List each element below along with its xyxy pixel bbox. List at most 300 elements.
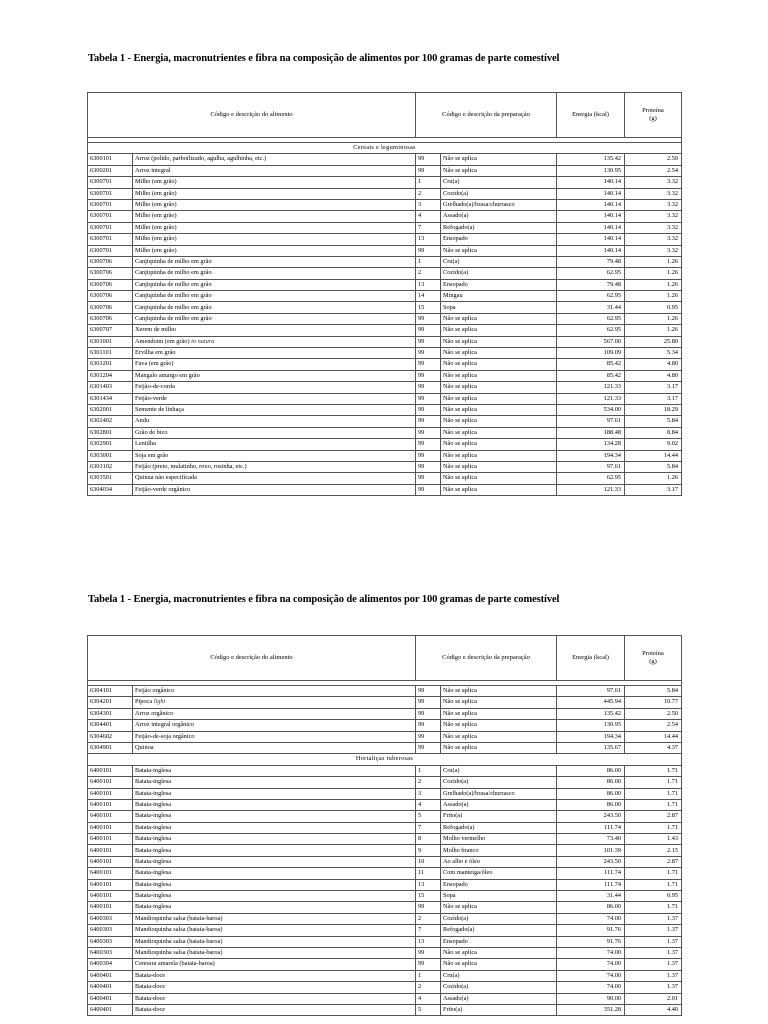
food-name-cell: Quinoa [133,742,416,753]
prep-code-cell: 99 [416,742,441,753]
food-name-cell: Milho (em grão) [133,188,416,199]
protein-cell: 10.77 [625,697,682,708]
food-code-cell: 6400101 [88,868,133,879]
prep-code-cell: 3 [416,199,441,210]
protein-cell: 1.26 [625,256,682,267]
nutrition-table-2 [87,635,682,1016]
protein-cell: 1.71 [625,902,682,913]
table-row [88,313,682,324]
food-name-cell: Batata-inglesa [133,765,416,776]
protein-cell: 2.87 [625,811,682,822]
table-row [88,450,682,461]
energy-cell: 86.00 [557,777,625,788]
food-code-cell: 6300701 [88,222,133,233]
protein-cell: 3.17 [625,484,682,495]
prep-name-cell: Sopa [441,891,557,902]
protein-cell: 1.37 [625,947,682,958]
protein-cell: 2.50 [625,154,682,165]
table-row [88,461,682,472]
header-energy: Energia (kcal) [557,93,625,138]
food-code-cell: 6400101 [88,834,133,845]
prep-code-cell: 99 [416,439,441,450]
prep-name-cell: Ensopado [441,936,557,947]
prep-code-cell: 1 [416,256,441,267]
prep-name-cell: Não se aplica [441,325,557,336]
protein-cell: 1.26 [625,325,682,336]
food-name-cell: Semente de linhaça [133,404,416,415]
energy-cell: 194.34 [557,731,625,742]
food-code-cell: 6302801 [88,427,133,438]
prep-code-cell: 1 [416,970,441,981]
protein-cell: 2.54 [625,720,682,731]
energy-cell: 130.95 [557,165,625,176]
food-name-cell: Batata-inglesa [133,868,416,879]
prep-code-cell: 99 [416,313,441,324]
food-code-cell: 6301101 [88,348,133,359]
energy-cell: 135.42 [557,708,625,719]
prep-name-cell: Ensopado [441,279,557,290]
food-name-cell: Xerem de milho [133,325,416,336]
energy-cell: 130.95 [557,720,625,731]
table-row [88,720,682,731]
food-code-cell: 6300701 [88,199,133,210]
food-name-cell: Canjiquinha de milho em grão [133,302,416,313]
prep-code-cell: 99 [416,325,441,336]
energy-cell: 188.48 [557,427,625,438]
prep-code-cell: 1 [416,765,441,776]
table-row [88,993,682,1004]
protein-cell: 2.54 [625,165,682,176]
protein-cell: 25.80 [625,336,682,347]
section-row [88,143,682,154]
prep-name-cell: Não se aplica [441,484,557,495]
energy-cell: 91.76 [557,925,625,936]
prep-code-cell: 99 [416,370,441,381]
header-protein-name: Proteína [642,649,664,657]
food-name-cell: Batata-doce [133,1004,416,1015]
table-row [88,382,682,393]
energy-cell: 85.42 [557,359,625,370]
food-code-cell: 6400101 [88,777,133,788]
prep-name-cell: Ensopado [441,234,557,245]
food-code-cell: 6301204 [88,370,133,381]
food-code-cell: 6400101 [88,856,133,867]
prep-name-cell: Não se aplica [441,245,557,256]
table-row [88,879,682,890]
energy-cell: 97.61 [557,686,625,697]
prep-name-cell: Não se aplica [441,720,557,731]
section-title: Cereais e leguminosas [88,143,682,154]
table-row [88,697,682,708]
energy-cell: 74.00 [557,982,625,993]
table-row [88,731,682,742]
energy-cell: 194.34 [557,450,625,461]
prep-name-cell: Refogado(a) [441,822,557,833]
table-row [88,268,682,279]
prep-code-cell: 2 [416,188,441,199]
energy-cell: 62.95 [557,291,625,302]
header-food: Código e descrição do alimento [88,636,416,681]
food-code-cell: 6400401 [88,970,133,981]
food-name-cell: Batata-inglesa [133,799,416,810]
food-name-cell: Feijão-verde [133,393,416,404]
prep-name-cell: Assado(a) [441,993,557,1004]
prep-code-cell: 99 [416,450,441,461]
food-name-cell: Canjiquinha de milho em grão [133,256,416,267]
prep-name-cell: Molho vermelho [441,834,557,845]
prep-name-cell: Não se aplica [441,348,557,359]
protein-cell: 3.32 [625,222,682,233]
food-name-cell: Batata-inglesa [133,777,416,788]
food-code-cell: 6300706 [88,313,133,324]
protein-cell: 5.84 [625,686,682,697]
prep-name-cell: Não se aplica [441,427,557,438]
food-name-text: Pipoca [135,698,153,706]
protein-cell: 5.34 [625,348,682,359]
prep-name-cell: Não se aplica [441,370,557,381]
protein-cell: 1.26 [625,268,682,279]
section-title: Hortaliças tuberosas [88,754,682,765]
prep-name-cell: Cozido(a) [441,268,557,279]
food-name-cell: Mandioquinha salsa (batata-baroa) [133,936,416,947]
protein-cell: 1.37 [625,913,682,924]
food-name-cell: Mangalo amargo em grão [133,370,416,381]
table-row [88,1004,682,1015]
food-name-cell: Arroz (polido, parboilizado, agulha, agulhinha, etc.) [133,154,416,165]
energy-cell: 140.14 [557,245,625,256]
prep-code-cell: 2 [416,913,441,924]
energy-cell: 62.95 [557,268,625,279]
food-code-cell: 6300706 [88,302,133,313]
protein-cell: 18.29 [625,404,682,415]
protein-cell: 1.37 [625,970,682,981]
table-row [88,868,682,879]
table-row [88,936,682,947]
energy-cell: 140.14 [557,188,625,199]
energy-cell: 121.33 [557,484,625,495]
table-row [88,348,682,359]
energy-cell: 62.95 [557,313,625,324]
food-name-cell: Feijão orgânico [133,686,416,697]
food-name-cell: Batata-doce [133,982,416,993]
protein-cell: 1.71 [625,822,682,833]
page-title-2: Tabela 1 - Energia, macronutrientes e fibra na composição de alimentos por 100 gramas de parte comestível [88,594,560,605]
prep-code-cell: 99 [416,686,441,697]
food-name-cell: Milho (em grão) [133,234,416,245]
prep-name-cell: Frito(a) [441,1004,557,1015]
prep-code-cell: 2 [416,268,441,279]
energy-cell: 73.40 [557,834,625,845]
food-name-cell: Batata-inglesa [133,845,416,856]
table-row [88,188,682,199]
prep-code-cell: 99 [416,902,441,913]
food-code-cell: 6300701 [88,234,133,245]
prep-name-cell: Não se aplica [441,742,557,753]
food-code-cell: 6300701 [88,211,133,222]
header-food: Código e descrição do alimento [88,93,416,138]
prep-code-cell: 8 [416,834,441,845]
prep-code-cell: 5 [416,811,441,822]
prep-name-cell: Não se aplica [441,473,557,484]
prep-code-cell: 99 [416,959,441,970]
prep-code-cell: 3 [416,788,441,799]
energy-cell: 62.95 [557,325,625,336]
food-name-cell: Andu [133,416,416,427]
food-code-cell: 6302402 [88,416,133,427]
prep-code-cell: 99 [416,461,441,472]
prep-code-cell: 11 [416,868,441,879]
prep-name-cell: Não se aplica [441,450,557,461]
table-row [88,302,682,313]
food-name-cell: Milho (em grão) [133,199,416,210]
table-row [88,970,682,981]
prep-name-cell: Não se aplica [441,165,557,176]
energy-cell: 351.28 [557,1004,625,1015]
table-row [88,245,682,256]
food-code-cell: 6301403 [88,382,133,393]
prep-code-cell: 99 [416,427,441,438]
food-name-cell: Milho (em grão) [133,245,416,256]
protein-cell: 14.44 [625,450,682,461]
prep-name-cell: Cru(a) [441,765,557,776]
prep-code-cell: 99 [416,731,441,742]
header-protein-name: Proteína [642,106,664,114]
table-row [88,359,682,370]
table-row [88,845,682,856]
energy-cell: 79.48 [557,256,625,267]
table-row [88,154,682,165]
prep-name-cell: Frito(a) [441,811,557,822]
prep-code-cell: 99 [416,484,441,495]
protein-cell: 1.26 [625,313,682,324]
prep-code-cell: 99 [416,382,441,393]
table-row [88,834,682,845]
food-name-cell: Feijão (preto, mulatinho, roxo, rosinha, etc.) [133,461,416,472]
food-code-cell: 6400101 [88,891,133,902]
food-code-cell: 6304101 [88,686,133,697]
table-row [88,484,682,495]
food-name-cell: Batata-inglesa [133,902,416,913]
energy-cell: 134.28 [557,439,625,450]
header-protein [625,93,682,138]
prep-code-cell: 99 [416,245,441,256]
table-row [88,765,682,776]
energy-cell: 135.42 [557,154,625,165]
protein-cell: 8.84 [625,427,682,438]
header-preparation: Código e descrição da preparação [416,93,557,138]
table-row [88,959,682,970]
food-name-cell: Batata-inglesa [133,891,416,902]
energy-cell: 140.14 [557,199,625,210]
energy-cell: 121.33 [557,393,625,404]
food-name-cell: Feijão-verde orgânico [133,484,416,495]
food-code-cell: 6302901 [88,439,133,450]
energy-cell: 534.00 [557,404,625,415]
food-code-cell: 6400303 [88,925,133,936]
food-code-cell: 6400303 [88,936,133,947]
protein-cell: 4.80 [625,359,682,370]
prep-name-cell: Não se aplica [441,336,557,347]
header-protein [625,636,682,681]
energy-cell: 140.14 [557,234,625,245]
food-name-cell [133,336,416,347]
energy-cell: 135.67 [557,742,625,753]
food-code-cell: 6302001 [88,404,133,415]
prep-name-cell: Não se aplica [441,947,557,958]
energy-cell: 111.74 [557,868,625,879]
table-row [88,686,682,697]
prep-name-cell: Assado(a) [441,799,557,810]
header-protein-unit: (g) [649,115,657,122]
table-row [88,325,682,336]
prep-name-cell: Não se aplica [441,382,557,393]
prep-name-cell: Cozido(a) [441,188,557,199]
food-code-cell: 6400101 [88,822,133,833]
protein-cell: 1.71 [625,788,682,799]
prep-code-cell: 9 [416,845,441,856]
food-code-cell: 6400303 [88,913,133,924]
food-code-cell: 6400304 [88,959,133,970]
prep-name-cell: Não se aplica [441,686,557,697]
food-code-cell: 6400101 [88,788,133,799]
food-name-cell: Batata-inglesa [133,811,416,822]
protein-cell: 2.15 [625,845,682,856]
table-row [88,473,682,484]
protein-cell: 1.43 [625,834,682,845]
food-name-cell: Feijão-de-corda [133,382,416,393]
table-row [88,416,682,427]
prep-name-cell: Não se aplica [441,461,557,472]
food-name-cell: Mandioquinha salsa (batata-baroa) [133,925,416,936]
food-name-cell: Arroz orgânico [133,708,416,719]
food-code-cell: 6303001 [88,450,133,461]
protein-cell: 14.44 [625,731,682,742]
food-code-cell: 6400101 [88,845,133,856]
prep-name-cell: Não se aplica [441,697,557,708]
energy-cell: 86.00 [557,902,625,913]
table-row [88,799,682,810]
prep-name-cell: Não se aplica [441,313,557,324]
protein-cell: 1.71 [625,868,682,879]
food-code-cell: 6400101 [88,879,133,890]
table-row [88,427,682,438]
table-row [88,811,682,822]
food-code-cell: 6300701 [88,177,133,188]
protein-cell: 3.17 [625,393,682,404]
prep-name-cell: Sopa [441,302,557,313]
page-title-1: Tabela 1 - Energia, macronutrientes e fibra na composição de alimentos por 100 gramas de parte comestível [88,53,560,64]
food-code-cell: 6304401 [88,720,133,731]
prep-name-cell: Mingau [441,291,557,302]
food-name-cell: Batata-doce [133,970,416,981]
food-code-cell: 6400401 [88,1004,133,1015]
prep-code-cell: 15 [416,302,441,313]
table-row [88,708,682,719]
prep-name-cell: Cozido(a) [441,777,557,788]
table-row [88,404,682,415]
energy-cell: 101.39 [557,845,625,856]
energy-cell: 243.50 [557,856,625,867]
food-name-cell: Batata-inglesa [133,834,416,845]
table-row [88,211,682,222]
protein-cell: 5.84 [625,416,682,427]
protein-cell: 4.80 [625,370,682,381]
prep-code-cell: 99 [416,708,441,719]
protein-cell: 4.37 [625,742,682,753]
table-row [88,393,682,404]
protein-cell: 2.01 [625,993,682,1004]
prep-code-cell: 2 [416,982,441,993]
table-row [88,439,682,450]
energy-cell: 140.14 [557,177,625,188]
food-name-cell: Feijão-de-soja orgânico [133,731,416,742]
prep-code-cell: 99 [416,473,441,484]
prep-name-cell: Com manteiga/óleo [441,868,557,879]
prep-name-cell: Grelhado(a)/brasa/churrasco [441,788,557,799]
prep-name-cell: Não se aplica [441,416,557,427]
protein-cell: 1.26 [625,279,682,290]
protein-cell: 1.71 [625,879,682,890]
energy-cell: 86.00 [557,799,625,810]
prep-code-cell: 13 [416,936,441,947]
energy-cell: 74.00 [557,959,625,970]
energy-cell: 86.00 [557,765,625,776]
food-code-cell: 6400401 [88,993,133,1004]
food-code-cell: 6300706 [88,279,133,290]
food-code-cell: 6400101 [88,799,133,810]
table-row [88,234,682,245]
header-protein-unit: (g) [649,658,657,665]
food-code-cell: 6300706 [88,256,133,267]
prep-code-cell: 13 [416,234,441,245]
prep-code-cell: 10 [416,856,441,867]
food-name-cell: Canjiquinha de milho em grão [133,268,416,279]
table-row [88,256,682,267]
prep-code-cell: 2 [416,777,441,788]
prep-code-cell: 99 [416,359,441,370]
prep-name-cell: Ensopado [441,879,557,890]
food-code-cell: 6304201 [88,697,133,708]
prep-code-cell: 7 [416,222,441,233]
protein-cell: 1.71 [625,799,682,810]
header-energy: Energia (kcal) [557,636,625,681]
energy-cell: 86.00 [557,788,625,799]
food-code-cell: 6400303 [88,947,133,958]
energy-cell: 31.44 [557,302,625,313]
header-preparation: Código e descrição da preparação [416,636,557,681]
food-code-cell: 6304602 [88,731,133,742]
food-name-text: Amendoim (em grão) [135,337,190,345]
food-name-cell [133,697,416,708]
protein-cell: 1.37 [625,925,682,936]
table-row [88,777,682,788]
food-name-italic: light [153,698,166,706]
prep-name-cell: Não se aplica [441,902,557,913]
prep-code-cell: 99 [416,348,441,359]
protein-cell: 9.02 [625,439,682,450]
prep-code-cell: 99 [416,947,441,958]
prep-name-cell: Refogado(a) [441,222,557,233]
table-row [88,925,682,936]
table-row [88,891,682,902]
food-code-cell: 6301201 [88,359,133,370]
protein-cell: 0.95 [625,891,682,902]
protein-cell: 2.87 [625,856,682,867]
prep-code-cell: 5 [416,1004,441,1015]
prep-code-cell: 15 [416,891,441,902]
prep-name-cell: Não se aplica [441,959,557,970]
protein-cell: 5.84 [625,461,682,472]
